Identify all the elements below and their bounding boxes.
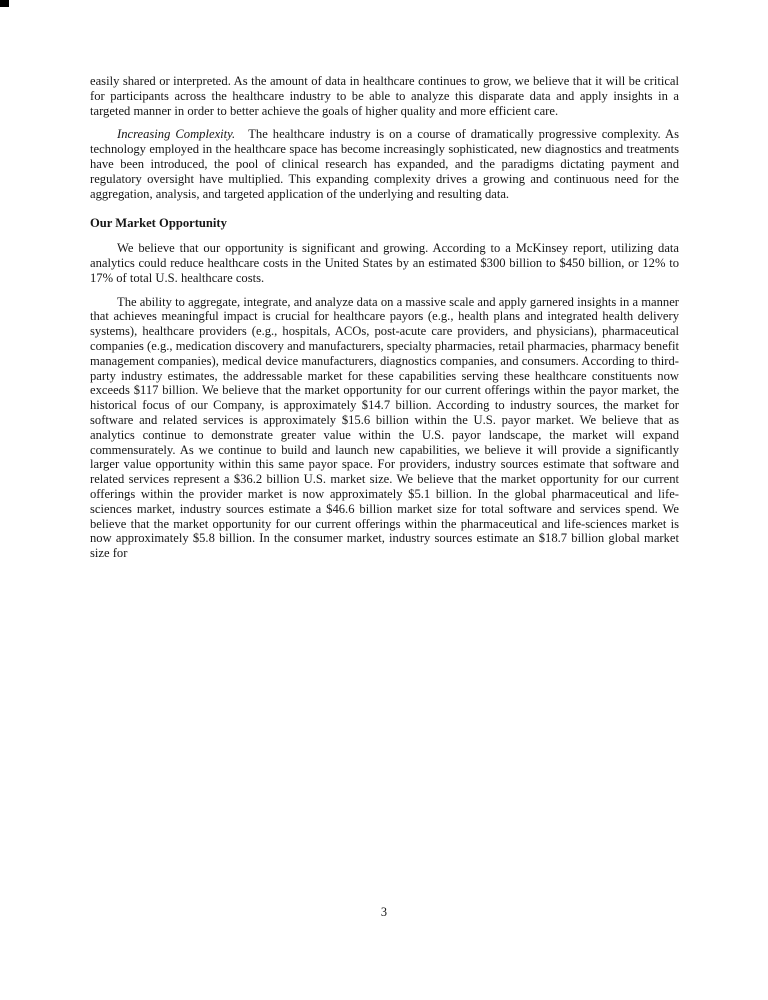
document-body bbox=[90, 74, 679, 570]
paragraph-lead-body: The healthcare industry is on a course of dramatically progressive complexity. As technology employed in the healthcare space has become increasingly sophisticated, new diagnostics and treatments have been introduced, the pool of clinical research has expanded, and the paradigms dictating payment and regulatory oversight have multiplied. This expanding complexity drives a growing and continuous need for the aggregation, analysis, and targeted application of the underlying and resulting data. bbox=[90, 127, 679, 201]
section-heading-market-opportunity: Our Market Opportunity bbox=[90, 216, 227, 231]
scan-corner-mark bbox=[0, 0, 9, 7]
page-number: 3 bbox=[380, 905, 388, 919]
paragraph-increasing-complexity bbox=[90, 127, 679, 201]
paragraph-market-detail: The ability to aggregate, integrate, and analyze data on a massive scale and apply garnered insights in a manner that achieves meaningful impact is crucial for healthcare payors (e.g., health plans and integrated health delivery systems), healthcare providers (e.g., hospitals, ACOs, post-acute care providers, and physicians), pharmaceutical companies (e.g., medication discovery and manufacturers, specialty pharmacies, retail pharmacies, pharmacy benefit management companies), medical device manufacturers, diagnostics companies, and consumers. According to third-party industry estimates, the addressable market for these capabilities serving these healthcare constituents now exceeds $117 billion. We believe that the market opportunity for our current offerings within the payor market, the historical focus of our Company, is approximately $14.7 billion. According to industry sources, the market for software and related services is approximately $15.6 billion within the U.S. payor market. We believe that as analytics continue to demonstrate greater value within the U.S. payor landscape, the market will expand commensurately. As we continue to build and launch new capabilities, we believe it will provide a significantly larger value opportunity within this same payor space. For providers, industry sources estimate that software and related services represent a $36.2 billion U.S. market size. We believe that the market opportunity for our current offerings within the provider market is now approximately $5.1 billion. In the global pharmaceutical and life-sciences market, industry sources estimate a $46.6 billion market size for total software and services spend. We believe that the market opportunity for our current offerings within the pharmaceutical and life-sciences market is now approximately $5.8 billion. In the consumer market, industry sources estimate an $18.7 billion global market size for bbox=[90, 294, 679, 561]
paragraph-italic-lead: Increasing Complexity. bbox=[117, 127, 236, 142]
paragraph-opportunity-summary: We believe that our opportunity is significant and growing. According to a McKinsey report, utilizing data analytics could reduce healthcare costs in the United States by an estimated $300 billion to $450 billion, or 12% to 17% of total U.S. healthcare costs. bbox=[90, 241, 679, 285]
paragraph-continuation: easily shared or interpreted. As the amount of data in healthcare continues to grow, we believe that it will be critical for participants across the healthcare industry to be able to analyze this disparate data and apply insights in a targeted manner in order to better achieve the goals of higher quality and more efficient care. bbox=[90, 74, 679, 118]
